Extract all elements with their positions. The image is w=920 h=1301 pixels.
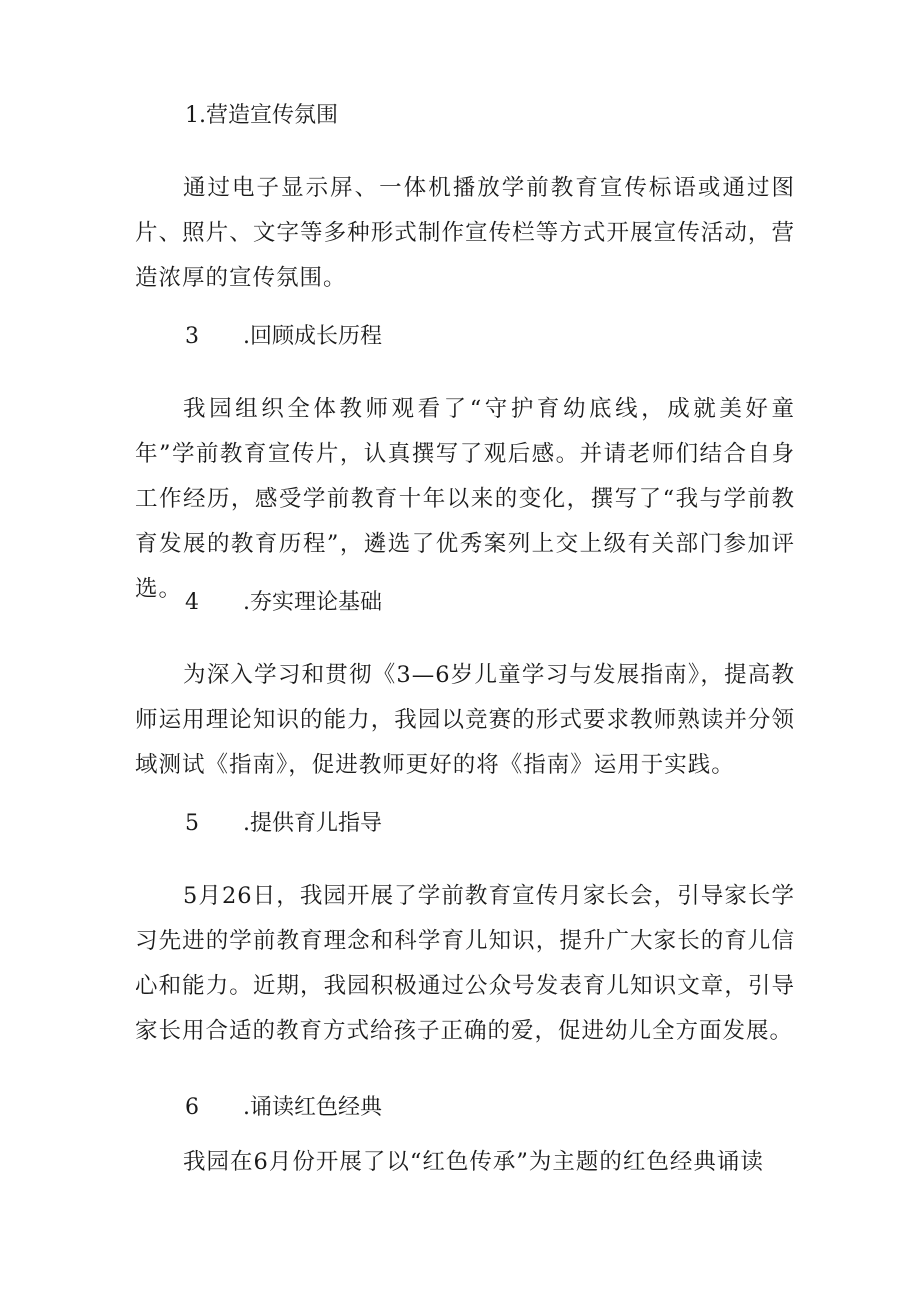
section-paragraph-1: 通过电子显示屏、一体机播放学前教育宣传标语或通过图片、照片、文字等多种形式制作宣传栏等方式开展宣传活动，营造浓厚的宣传氛围。 bbox=[135, 175, 795, 291]
section-paragraph-4: 为深入学习和贯彻《3—6岁儿童学习与发展指南》，提高教师运用理论知识的能力，我园以竞赛的形式要求教师熟读并分领域测试《指南》，促进教师更好的将《指南》运用于实践。 bbox=[135, 662, 795, 778]
section-heading-5 bbox=[185, 809, 382, 839]
section-heading-6 bbox=[185, 1093, 382, 1123]
section-title: 营造宣传氛围 bbox=[206, 103, 339, 128]
section-heading-4 bbox=[185, 588, 382, 618]
section-title: .诵读红色经典 bbox=[243, 1095, 382, 1120]
section-number: 3 bbox=[185, 324, 199, 349]
section-number: 6 bbox=[185, 1095, 199, 1120]
section-number: 4 bbox=[185, 590, 199, 615]
section-heading-1 bbox=[185, 101, 338, 131]
section-number: 1. bbox=[185, 103, 206, 128]
section-heading-3 bbox=[185, 322, 382, 352]
section-title: .夯实理论基础 bbox=[243, 590, 382, 615]
section-number: 5 bbox=[185, 811, 199, 836]
section-title: .提供育儿指导 bbox=[243, 811, 382, 836]
section-title: .回顾成长历程 bbox=[243, 324, 382, 349]
section-paragraph-6: 我园在6月份开展了以“红色传承”为主题的红色经典诵读 bbox=[183, 1149, 764, 1175]
section-paragraph-5: 5月26日，我园开展了学前教育宣传月家长会，引导家长学习先进的学前教育理念和科学育儿知识，提升广大家长的育儿信心和能力。近期，我园积极通过公众号发表育儿知识文章，引导家长用合适的教育方式给孩子正确的爱，促进幼儿全方面发展。 bbox=[135, 883, 795, 1044]
section-paragraph-3: 我园组织全体教师观看了“守护育幼底线，成就美好童年”学前教育宣传片，认真撰写了观后感。并请老师们结合自身工作经历，感受学前教育十年以来的变化，撰写了“我与学前教育发展的教育历程”，遴选了优秀案列上交上级有关部门参加评选。 bbox=[135, 396, 795, 602]
